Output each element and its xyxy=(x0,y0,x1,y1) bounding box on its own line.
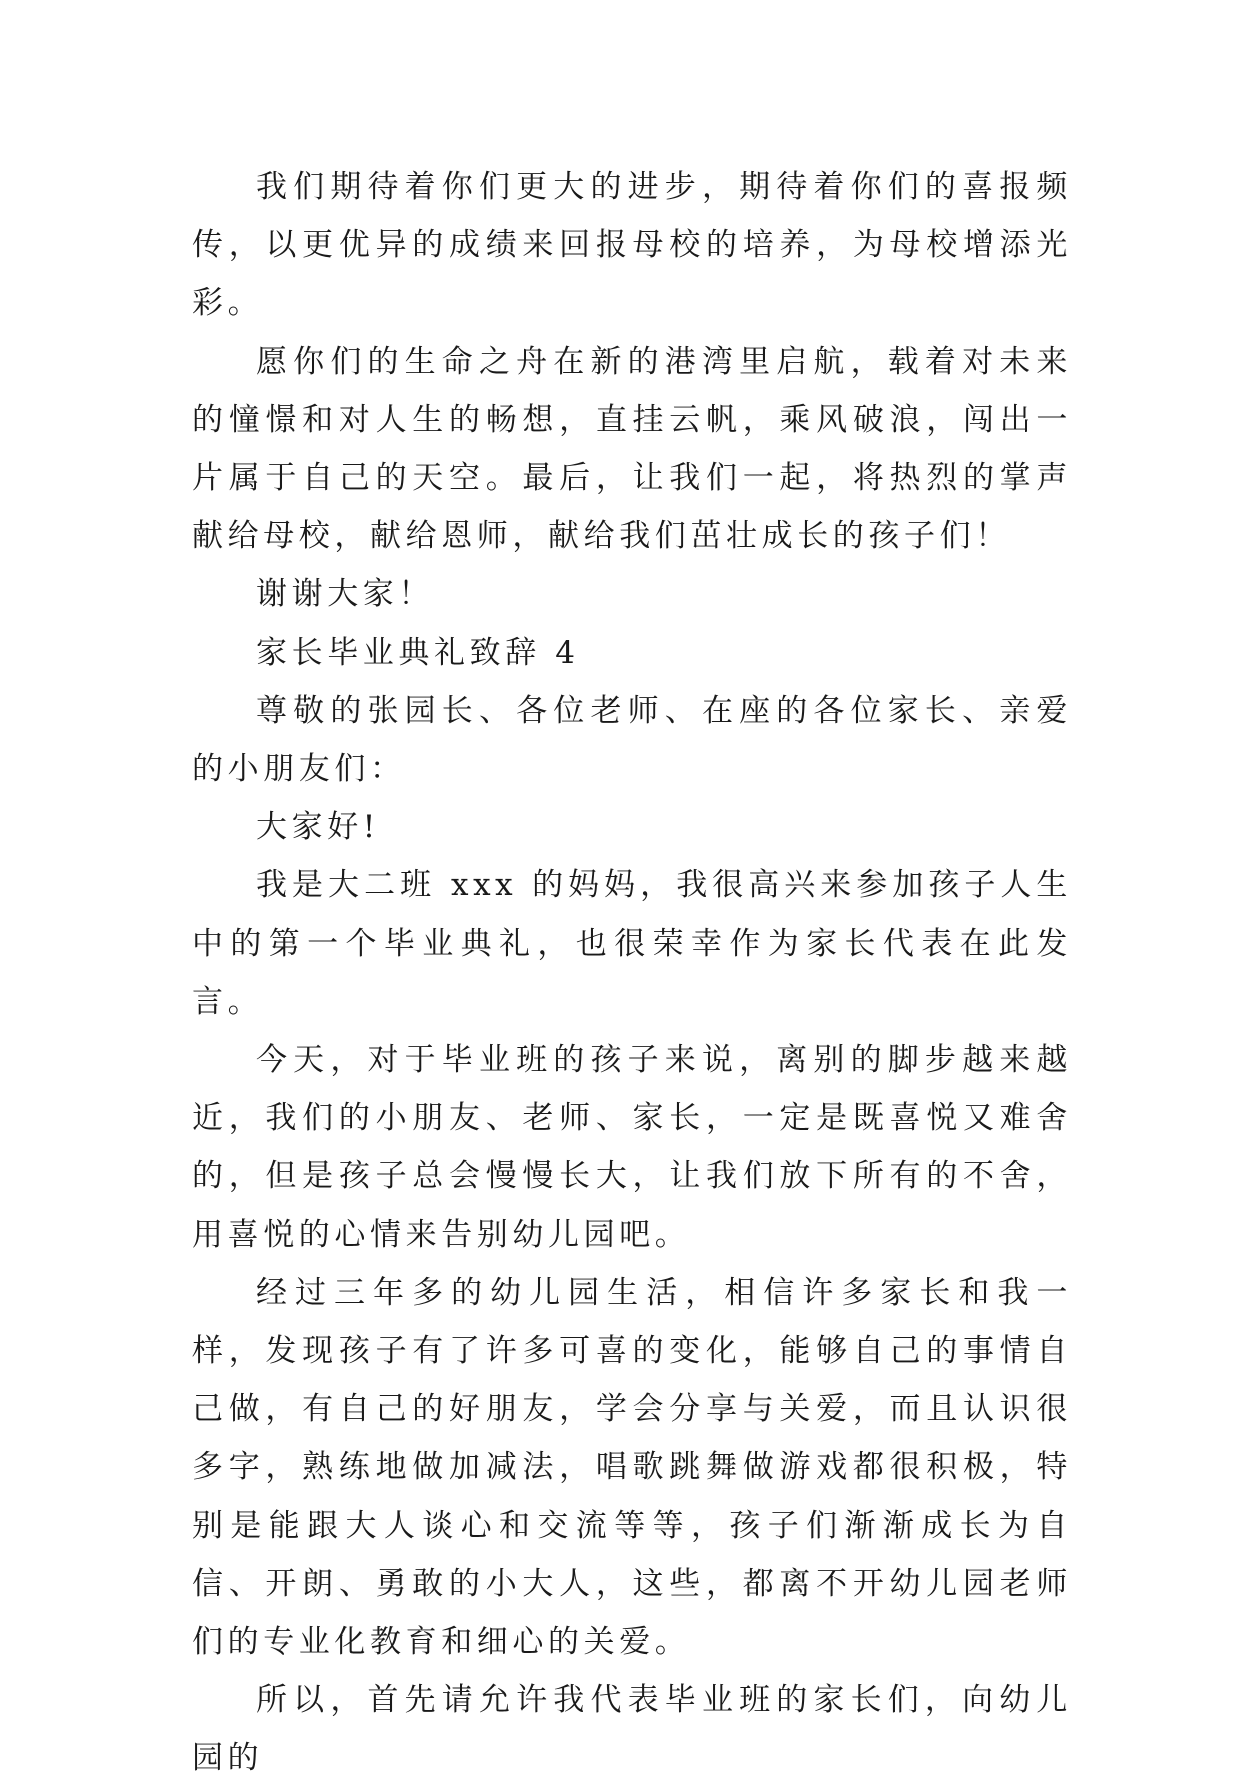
paragraph-3: 谢谢大家！ xyxy=(256,576,434,613)
greeting: 大家好! xyxy=(256,809,380,846)
document-body xyxy=(192,158,1072,1788)
paragraph-1: 我们期待着你们更大的进步，期待着你们的喜报频传，以更优异的成绩来回报母校的培养，为母校增添光彩。 xyxy=(192,169,1072,322)
paragraph-7: 我是大二班 xxx 的妈妈，我很高兴来参加孩子人生中的第一个毕业典礼，也很荣幸作为家长代表在此发言。 xyxy=(192,867,1072,1020)
paragraph-8: 今天，对于毕业班的孩子来说，离别的脚步越来越近，我们的小朋友、老师、家长，一定是既喜悦又难舍的，但是孩子总会慢慢长大，让我们放下所有的不舍，用喜悦的心情来告别幼儿园吧。 xyxy=(192,1042,1072,1253)
section-heading: 家长毕业典礼致辞 4 xyxy=(256,634,580,671)
paragraph-10: 所以，首先请允许我代表毕业班的家长们，向幼儿园的 xyxy=(192,1682,1072,1777)
paragraph-9: 经过三年多的幼儿园生活，相信许多家长和我一样，发现孩子有了许多可喜的变化，能够自己的事情自己做，有自己的好朋友，学会分享与关爱，而且认识很多字，熟练地做加减法，唱歌跳舞做游戏都很积极，特别是能跟大人谈心和交流等等，孩子们渐渐成长为自信、开朗、勇敢的小大人，这些，都离不开幼儿园老师们的专业化教育和细心的关爱。 xyxy=(192,1274,1072,1661)
paragraph-2: 愿你们的生命之舟在新的港湾里启航，载着对未来的憧憬和对人生的畅想，直挂云帆，乘风破浪，闯出一片属于自己的天空。最后，让我们一起，将热烈的掌声献给母校，献给恩师，献给我们茁壮成长的孩子们！ xyxy=(192,343,1072,555)
salutation: 尊敬的张园长、各位老师、在座的各位家长、亲爱的小朋友们： xyxy=(192,692,1072,788)
